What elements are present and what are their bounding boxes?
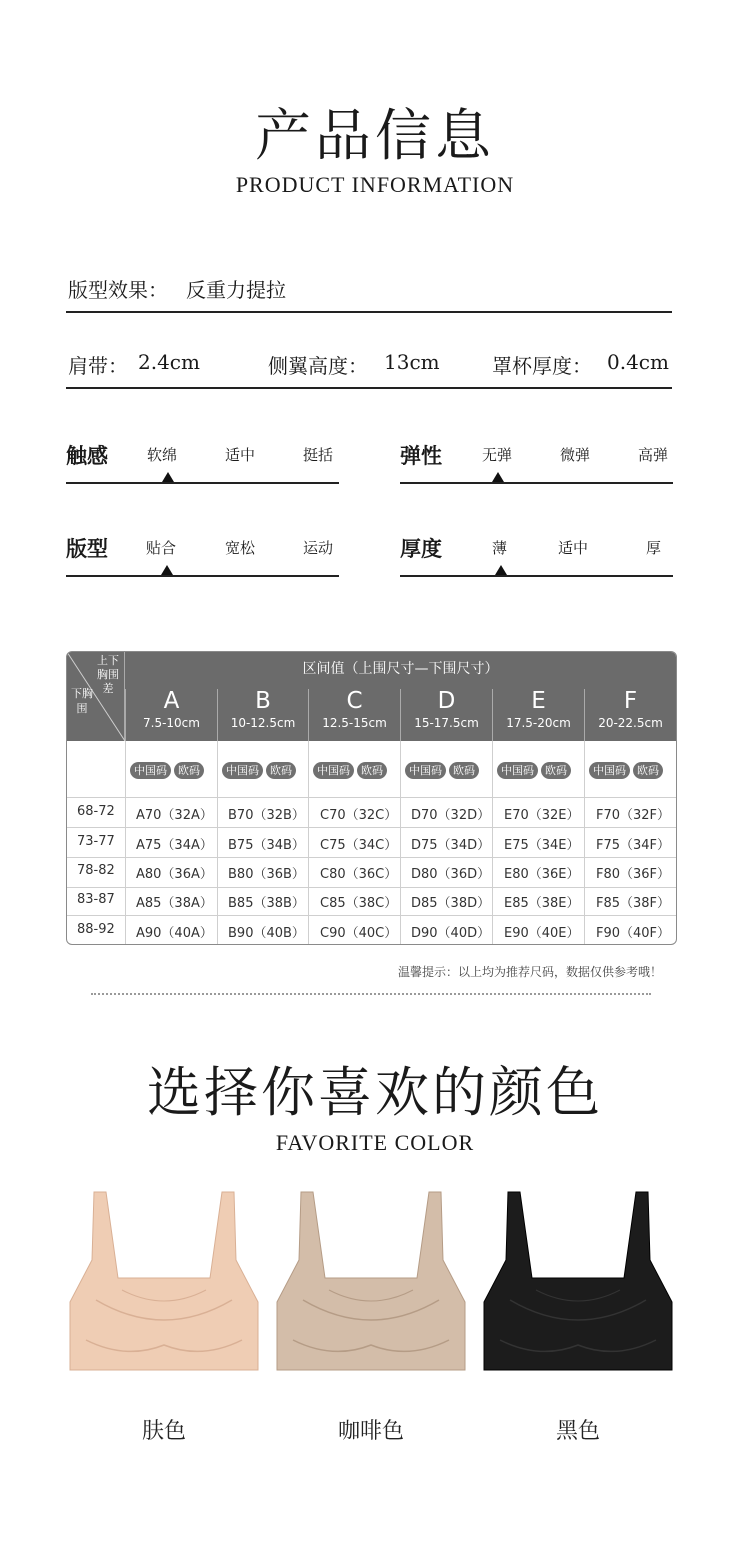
color-label-black: 黑色 [555, 1419, 600, 1444]
corner-bottom-label: 下胸围 [71, 687, 93, 715]
color-label-coffee: 咖啡色 [337, 1419, 404, 1444]
scale-label: 触感 [66, 444, 108, 468]
effect-label: 版型效果： [68, 278, 168, 302]
corner-top-label: 上下胸围差 [97, 654, 119, 695]
pill-eu: 欧码 [357, 762, 387, 779]
under-bust-cell: 78-82 [77, 863, 115, 878]
table-corner [67, 652, 125, 741]
size-cell: C80（36C） [320, 867, 398, 882]
pill-eu: 欧码 [174, 762, 204, 779]
under-bust-cell: 73-77 [77, 834, 115, 849]
strap-value: 2.4cm [138, 350, 200, 374]
pill-eu: 欧码 [633, 762, 663, 779]
scale-option: 无弹 [482, 446, 513, 464]
size-cell: C85（38C） [320, 896, 398, 911]
size-table-header [67, 652, 676, 741]
scale-marker-icon [161, 565, 173, 575]
under-bust-cell: 88-92 [77, 922, 115, 937]
size-cell: E90（40E） [504, 926, 580, 941]
size-cell: D75（34D） [411, 838, 491, 853]
scale-marker-icon [495, 565, 507, 575]
size-cell: F90（40F） [596, 926, 671, 941]
under-bust-cell: 68-72 [77, 804, 115, 819]
size-cell: E70（32E） [504, 808, 580, 823]
bra-nude-image[interactable] [66, 1190, 262, 1380]
size-cell: A85（38A） [136, 896, 213, 911]
size-cell: A70（32A） [136, 808, 213, 823]
pill-group [130, 759, 207, 779]
scale-option: 运动 [303, 539, 334, 557]
size-cell: C90（40C） [320, 926, 398, 941]
product-info-subtitle: PRODUCT INFORMATION [235, 172, 515, 197]
pill-eu: 欧码 [449, 762, 479, 779]
cup-label: 罩杯厚度： [492, 354, 592, 378]
scale-option: 高弹 [638, 446, 669, 464]
dotted-divider [91, 993, 651, 995]
size-cell: E75（34E） [504, 838, 580, 853]
scale-option: 薄 [492, 539, 508, 557]
size-cell: B85（38B） [228, 896, 305, 911]
pill-eu: 欧码 [266, 762, 296, 779]
size-cell: E80（36E） [504, 867, 580, 882]
pill-cn: 中国码 [222, 762, 263, 779]
bra-coffee-image[interactable] [273, 1190, 469, 1380]
column-header: C 12.5-15cm [308, 689, 400, 741]
pill-group [222, 759, 299, 779]
size-cell: A75（34A） [136, 838, 213, 853]
scale-label: 厚度 [400, 537, 442, 561]
size-cell: A90（40A） [136, 926, 213, 941]
pill-cn: 中国码 [130, 762, 171, 779]
pill-cn: 中国码 [497, 762, 538, 779]
scale-option: 适中 [225, 446, 256, 464]
scale-option: 宽松 [225, 539, 256, 557]
strap-label: 肩带： [68, 354, 128, 378]
side-value: 13cm [384, 350, 440, 374]
size-cell: D80（36D） [411, 867, 491, 882]
side-label: 侧翼高度： [268, 354, 368, 378]
scale-option: 微弹 [560, 446, 591, 464]
scale-thickness [400, 527, 673, 577]
scale-marker-icon [162, 472, 174, 482]
effect-row [66, 270, 672, 313]
size-cell: B75（34B） [228, 838, 305, 853]
pill-cn: 中国码 [405, 762, 446, 779]
size-cell: F70（32F） [596, 808, 671, 823]
column-header: A 7.5-10cm [125, 689, 217, 741]
size-cell: B70（32B） [228, 808, 305, 823]
size-tip: 温馨提示：以上均为推荐尺码，数据仅供参考哦！ [397, 965, 662, 979]
color-section-title: 选择你喜欢的颜色 [147, 1061, 603, 1124]
pill-cn: 中国码 [589, 762, 630, 779]
scale-option: 挺括 [303, 446, 334, 464]
scale-touch [66, 434, 339, 484]
size-cell: C70（32C） [320, 808, 398, 823]
scale-label: 弹性 [400, 444, 442, 468]
scale-option: 贴合 [146, 539, 177, 557]
size-cell: E85（38E） [504, 896, 580, 911]
under-bust-cell: 83-87 [77, 892, 115, 907]
size-cell: D85（38D） [411, 896, 491, 911]
pill-group [313, 759, 390, 779]
bra-black-image[interactable] [480, 1190, 676, 1380]
size-cell: D70（32D） [411, 808, 491, 823]
scale-option: 软绵 [147, 446, 178, 464]
color-section-subtitle: FAVORITE COLOR [275, 1130, 475, 1155]
size-cell: D90（40D） [411, 926, 491, 941]
size-cell: F85（38F） [596, 896, 671, 911]
column-header: E 17.5-20cm [492, 689, 584, 741]
pill-group [405, 759, 482, 779]
scale-option: 厚 [646, 539, 662, 557]
size-cell: B90（40B） [228, 926, 305, 941]
scale-elasticity [400, 434, 673, 484]
scale-marker-icon [492, 472, 504, 482]
scale-option: 适中 [558, 539, 589, 557]
size-table [66, 651, 677, 945]
size-cell: F75（34F） [596, 838, 671, 853]
pill-group [497, 759, 574, 779]
cup-value: 0.4cm [607, 350, 669, 374]
size-cell: F80（36F） [596, 867, 671, 882]
pill-eu: 欧码 [541, 762, 571, 779]
spec-row [66, 346, 672, 389]
scale-fit [66, 527, 339, 577]
column-header: D 15-17.5cm [400, 689, 492, 741]
size-cell: A80（36A） [136, 867, 213, 882]
range-title: 区间值（上围尺寸—下围尺寸） [302, 661, 499, 677]
scale-label: 版型 [66, 537, 108, 561]
effect-value: 反重力提拉 [186, 278, 286, 302]
size-cell: C75（34C） [320, 838, 398, 853]
size-table-body [67, 741, 676, 944]
pill-group [589, 759, 666, 779]
color-label-nude: 肤色 [141, 1419, 186, 1444]
product-info-title: 产品信息 [255, 104, 495, 169]
size-cell: B80（36B） [228, 867, 305, 882]
column-header: F 20-22.5cm [584, 689, 676, 741]
pill-cn: 中国码 [313, 762, 354, 779]
column-header: B 10-12.5cm [217, 689, 308, 741]
